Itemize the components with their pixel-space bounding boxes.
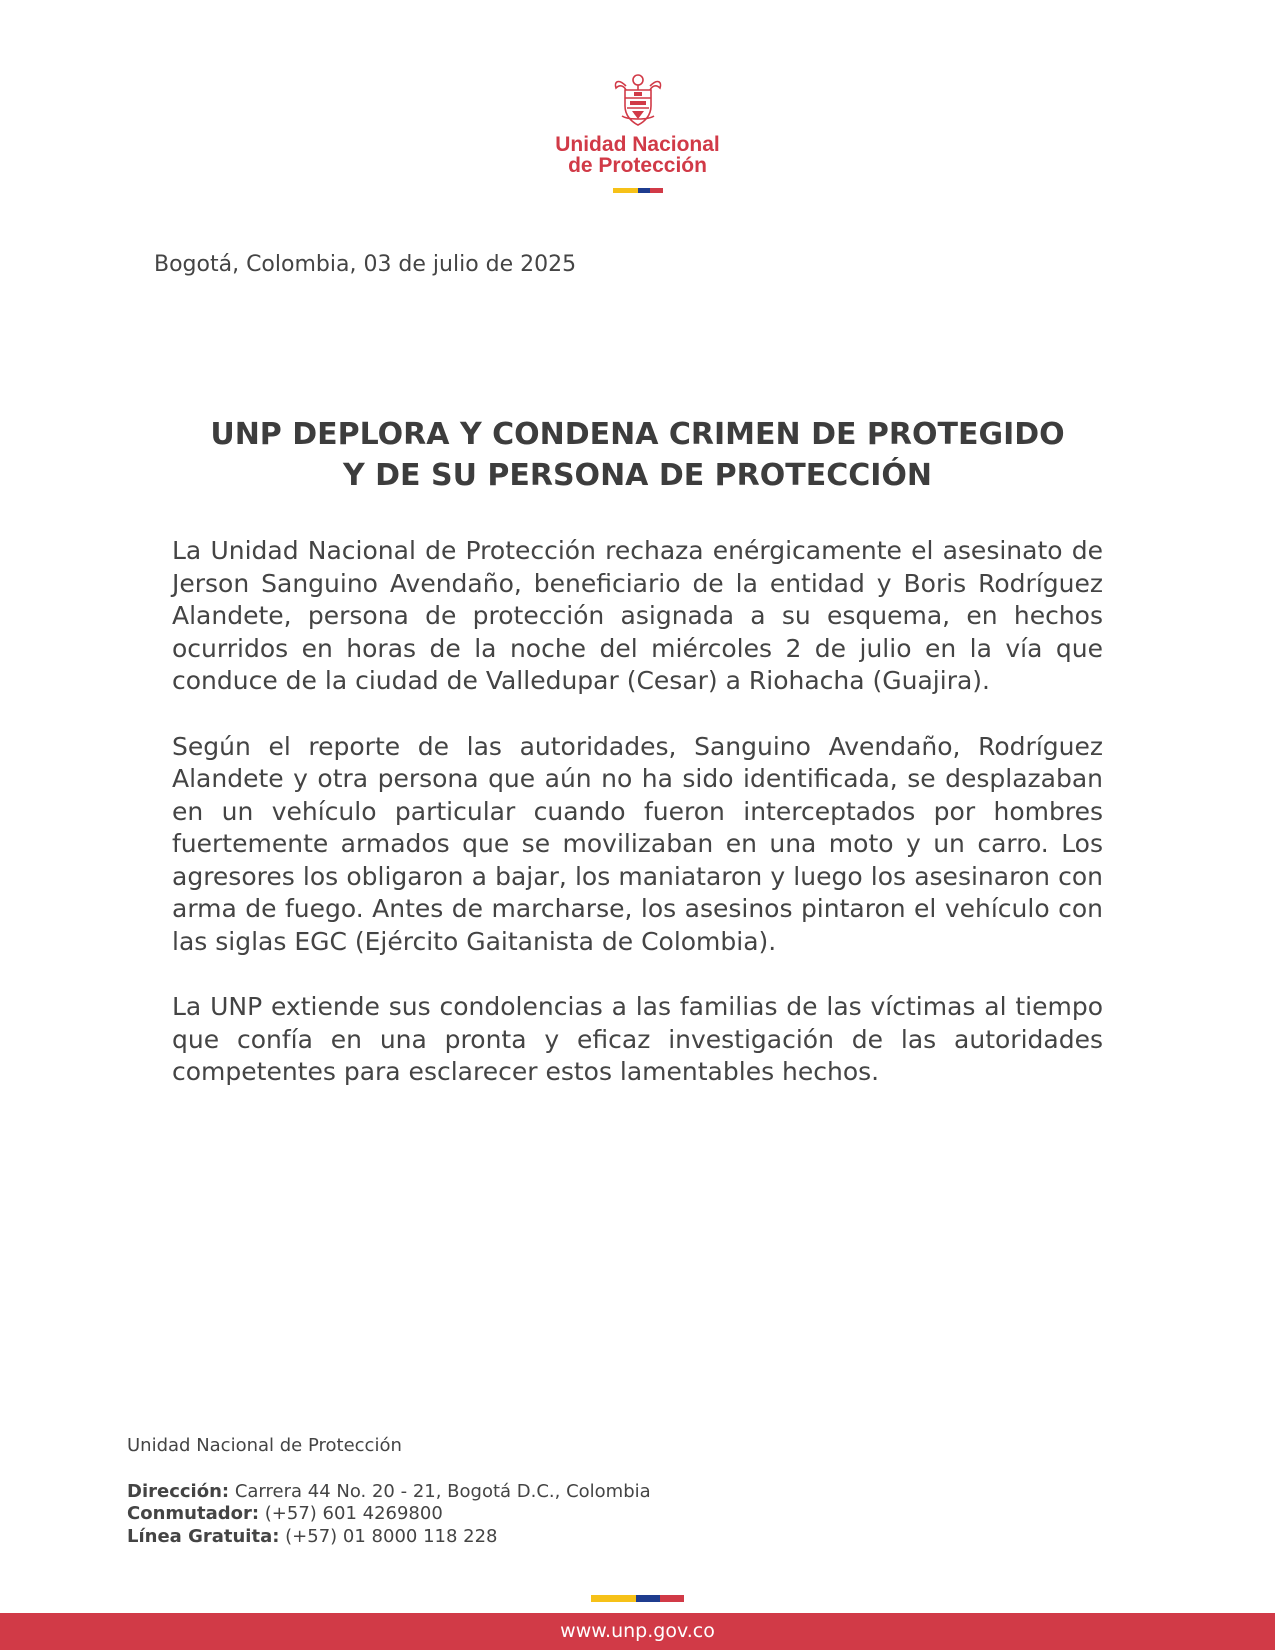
flag-blue — [638, 188, 651, 193]
page-title — [0, 414, 1275, 496]
title-line2: Y DE SU PERSONA DE PROTECCIÓN — [342, 458, 933, 493]
press-release-body — [172, 535, 1103, 1122]
flag-stripe — [613, 188, 663, 193]
flag-yellow — [591, 1595, 636, 1602]
address-value: Carrera 44 No. 20 - 21, Bogotá D.C., Colombia — [234, 1480, 651, 1502]
paragraph: La Unidad Nacional de Protección rechaza enérgicamente el asesinato de Jerson Sanguino Avendaño, beneficiario de la entidad y Boris Rodríguez Alandete, persona de protección asignada a su esquema, en hechos ocurridos en horas de la noche del miércoles 2 de julio en la vía que conduce de la ciudad de Valledupar (Cesar) a Riohacha (Guajira). — [172, 536, 1103, 695]
coat-of-arms-icon — [612, 72, 664, 128]
phone-value: (+57) 601 4269800 — [264, 1503, 443, 1524]
tollfree-value: (+57) 01 8000 118 228 — [285, 1525, 498, 1547]
flag-yellow — [613, 188, 638, 193]
address-line — [127, 1481, 651, 1504]
phone-line — [127, 1503, 651, 1526]
footer-entity: Unidad Nacional de Protección — [127, 1435, 402, 1456]
flag-red — [660, 1595, 684, 1602]
website-link[interactable]: www.unp.gov.co — [560, 1620, 715, 1642]
header-logo — [0, 72, 1275, 193]
paragraph: La UNP extiende sus condolencias a las familias de las víctimas al tiempo que confía en una pronta y eficaz investigación de las autoridades competentes para esclarecer estos lamentables hechos. — [172, 992, 1103, 1086]
tollfree-label: Línea Gratuita: — [127, 1525, 280, 1547]
footer-band — [0, 1613, 1275, 1650]
paragraph: Según el reporte de las autoridades, Sanguino Avendaño, Rodríguez Alandete y otra persona que aún no ha sido identificada, se desplazaban en un vehículo particular cuando fueron interceptados por hombres fuertemente armados que se movilizaban en una moto y un carro. Los agresores los obligaron a bajar, los maniataron y luego los asesinaron con arma de fuego. Antes de marcharse, los asesinos pintaron el vehículo con las siglas EGC (Ejército Gaitanista de Colombia). — [172, 731, 1103, 956]
address-label: Dirección: — [127, 1480, 230, 1502]
date-line: Bogotá, Colombia, 03 de julio de 2025 — [154, 252, 577, 277]
tollfree-line — [127, 1526, 651, 1549]
org-name — [0, 134, 1275, 176]
footer-flag-stripe — [591, 1595, 684, 1602]
org-name-line2: de Protección — [568, 154, 707, 177]
title-line1: UNP DEPLORA Y CONDENA CRIMEN DE PROTEGIDO — [210, 417, 1065, 452]
phone-label: Conmutador: — [127, 1503, 260, 1524]
contact-info — [127, 1435, 651, 1548]
org-name-line1: Unidad Nacional — [555, 133, 720, 156]
flag-red — [650, 188, 663, 193]
flag-blue — [636, 1595, 660, 1602]
